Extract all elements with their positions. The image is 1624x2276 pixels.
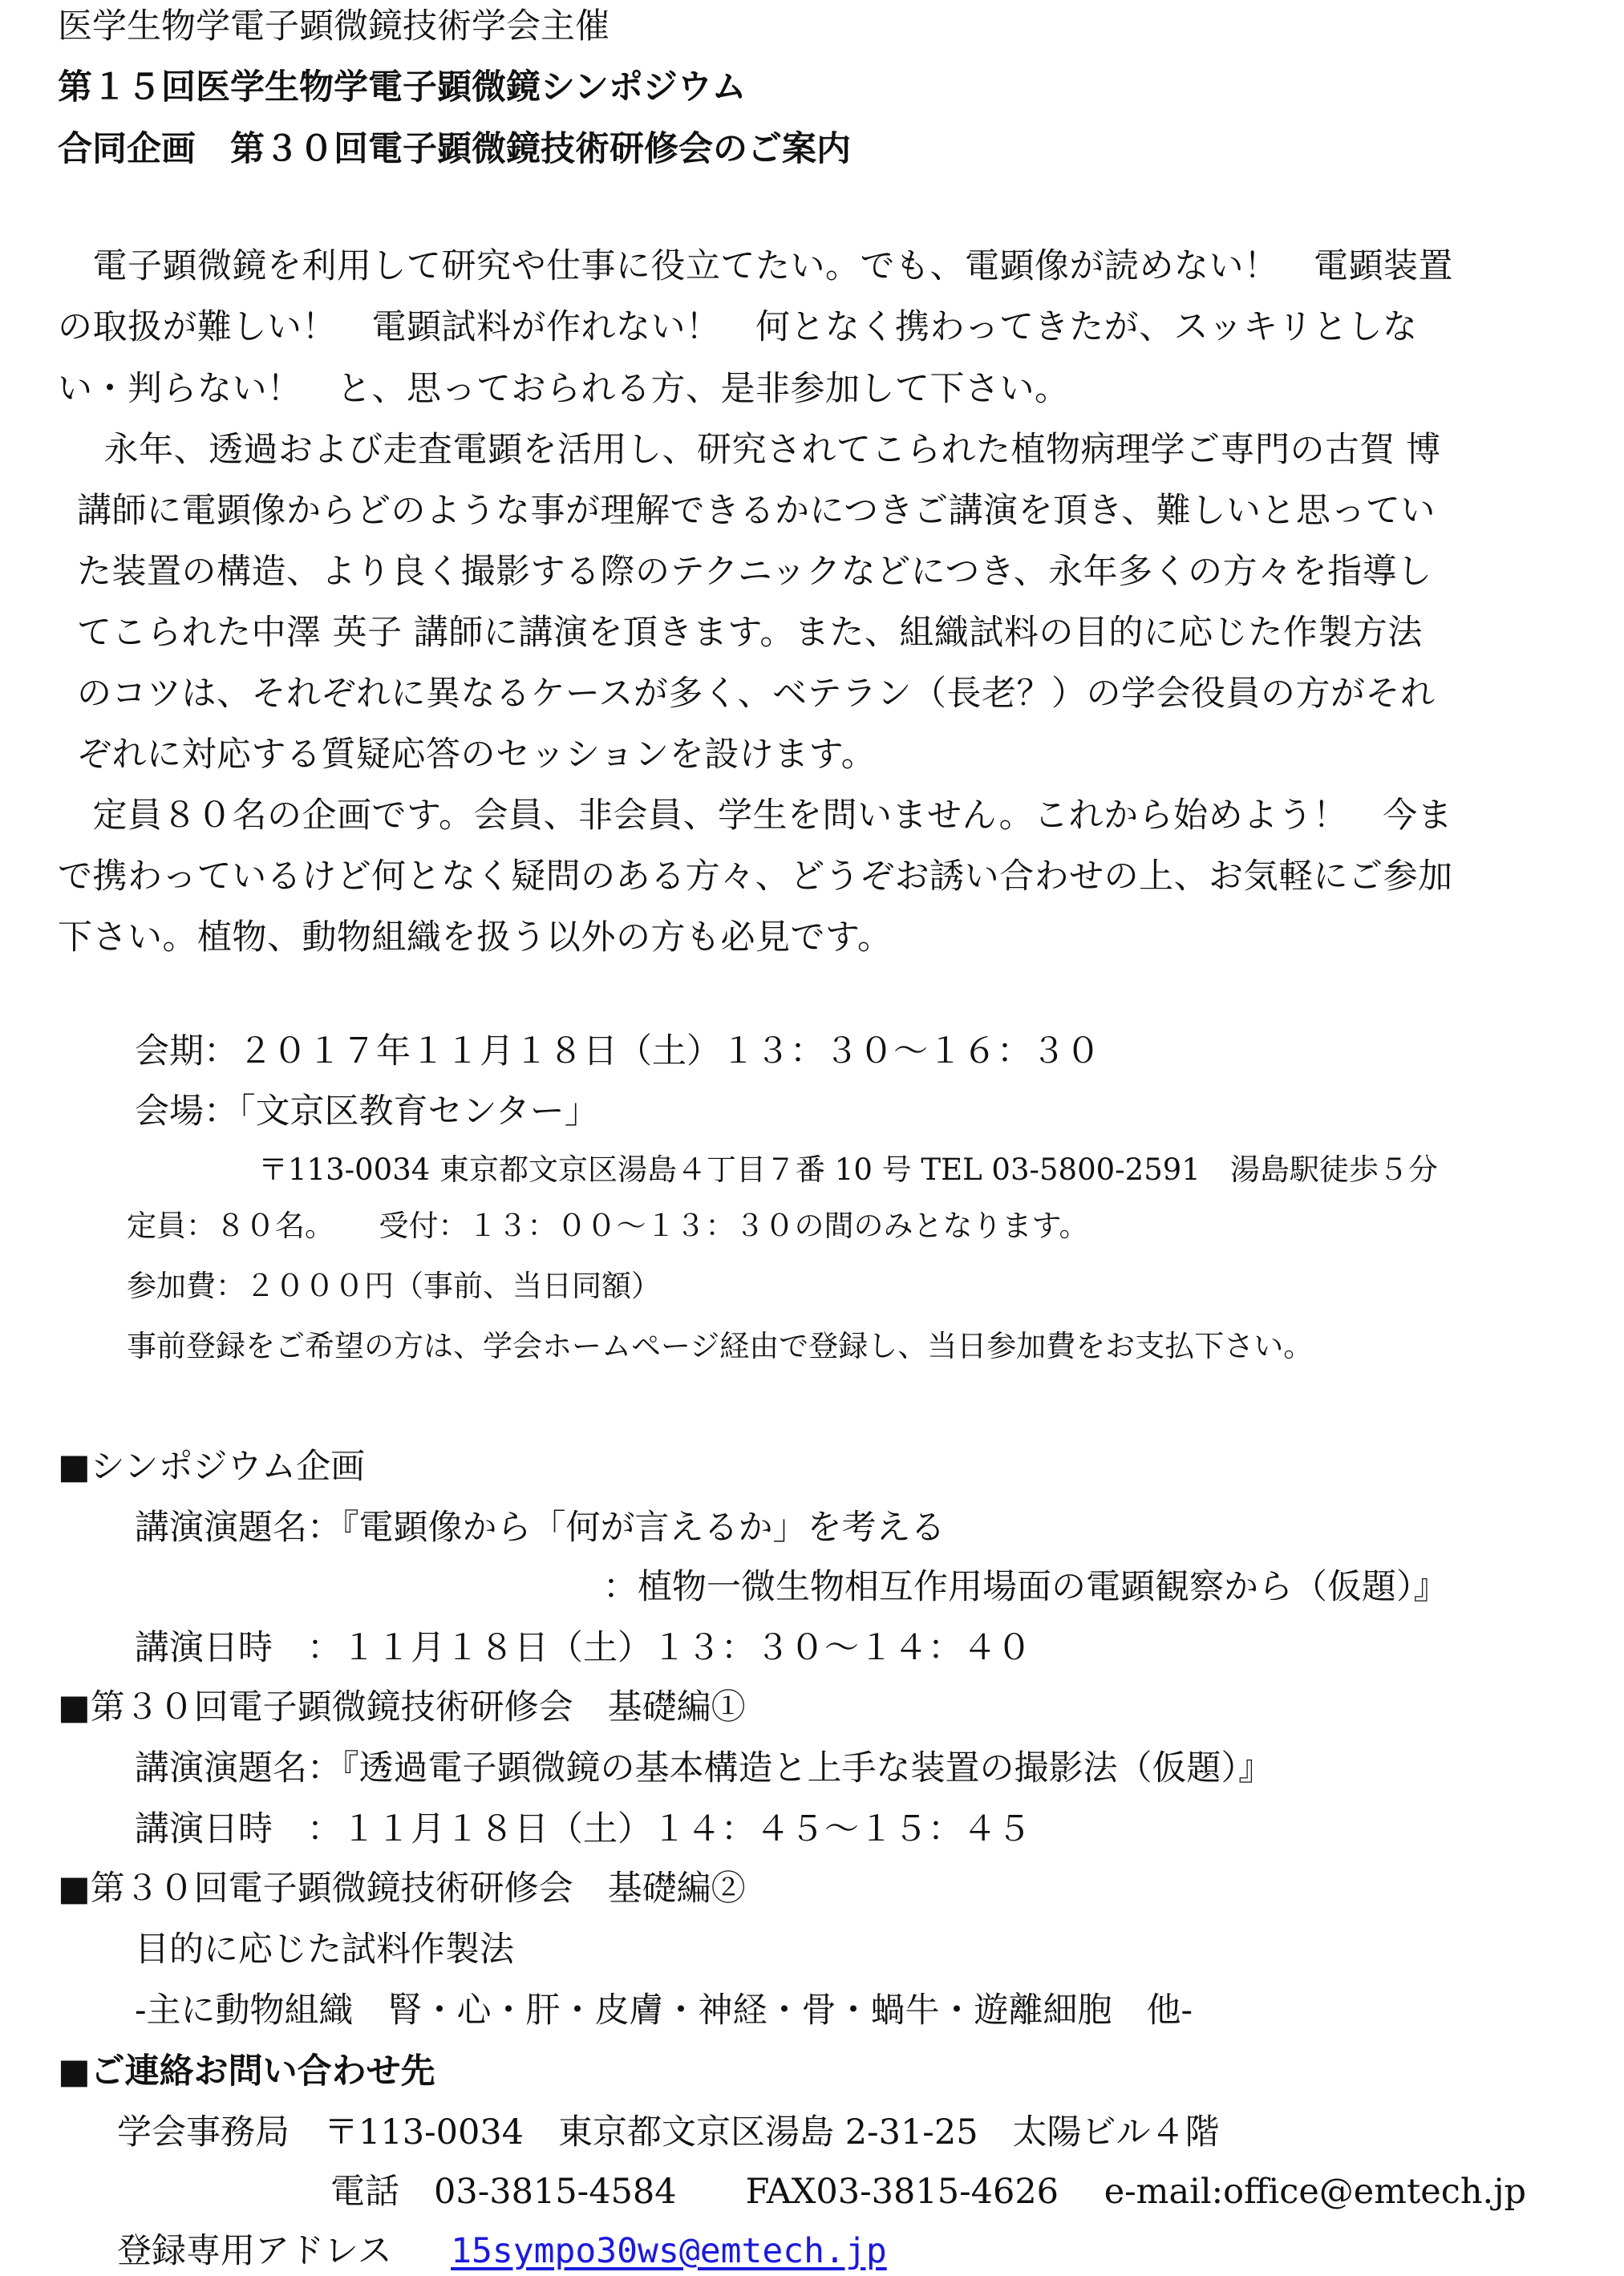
contact-heading: ■ご連絡お問い合わせ先 [58,2051,435,2092]
workshop2-title: 目的に応じた試料作製法 [135,1930,514,1970]
intro-p1-line3: い・判らない！ と、思っておられる方、是非参加して下さい。 [58,369,1070,409]
page-subtitle: 合同企画 第３０回電子顕微鏡技術研修会のご案内 [58,129,851,169]
symposium-time: 講演日時 ：１１月１８日（土）１３：３０～１４：４０ [135,1628,1031,1668]
symposium-title-line2: ：植物一微生物相互作用場面の電顕観察から（仮題）』 [603,1567,1448,1607]
intro-p3-line1: 定員８０名の企画です。会員、非会員、学生を問いません。これから始めよう！ 今ま [58,796,1453,836]
workshop2-subtitle: -主に動物組織 腎・心・肝・皮膚・神経・骨・蝸牛・遊離細胞 他- [135,1990,1193,2031]
capacity-reception: 定員：８０名。 受付：１３：００～１３：３０の間のみとなります。 [127,1209,1089,1243]
intro-p2-line3: た装置の構造、より良く撮影する際のテクニックなどにつき、永年多くの方々を指導し [77,552,1432,592]
intro-p2-line4: てこられた中澤 英子 講師に講演を頂きます。また、組織試料の目的に応じた作製方法 [77,613,1423,653]
registration-email-link[interactable]: 15sympo30ws@emtech.jp [451,2231,887,2271]
workshop2-heading: ■第３０回電子顕微鏡技術研修会 基礎編② [58,1869,746,1909]
intro-p3-line2: で携わっているけど何となく疑問のある方々、どうぞお誘い合わせの上、お気軽にご参加 [58,857,1453,897]
intro-p1-line2: の取扱が難しい！ 電顕試料が作れない！ 何となく携わってきたが、スッキリとしな [58,307,1418,347]
intro-p2-line6: ぞれに対応する質疑応答のセッションを設けます。 [77,735,877,775]
registration-address-row [117,2231,887,2271]
organizer-line: 医学生物学電子顕微鏡技術学会主催 [58,6,610,47]
symposium-title-line1: 講演演題名：『電顕像から「何が言えるか」を考える [135,1508,946,1548]
workshop1-heading: ■第３０回電子顕微鏡技術研修会 基礎編① [58,1687,746,1727]
workshop1-time: 講演日時 ：１１月１８日（土）１４：４５～１５：４５ [135,1809,1031,1849]
event-venue: 会場：「文京区教育センター」 [135,1091,599,1132]
intro-p3-line3: 下さい。植物、動物組織を扱う以外の方も必見です。 [58,917,893,958]
workshop1-title: 講演演題名：『透過電子顕微鏡の基本構造と上手な装置の撮影法（仮題）』 [135,1748,1273,1788]
intro-p2-line5: のコツは、それぞれに異なるケースが多く、ベテラン（長老？）の学会役員の方がそれ [77,674,1436,714]
venue-address: 〒113-0034 東京都文京区湯島４丁目７番 10 号 TEL 03-5800-2591 湯島駅徒歩５分 [258,1152,1438,1187]
contact-phone-email: 電話 03-3815-4584 FAX03-3815-4626 e-mail:office@emtech.jp [330,2172,1527,2212]
registration-note: 事前登録をご希望の方は、学会ホームページ経由で登録し、当日参加費をお支払下さい。 [127,1329,1314,1363]
intro-p2-line1: 永年、透過および走査電顕を活用し、研究されてこられた植物病理学ご専門の古賀 博 [69,430,1441,470]
symposium-heading: ■シンポジウム企画 [58,1447,366,1487]
office-address: 学会事務局 〒113-0034 東京都文京区湯島 2-31-25 太陽ビル４階 [117,2112,1220,2152]
intro-p2-line2: 講師に電顕像からどのような事が理解できるかにつきご講演を頂き、難しいと思ってい [77,491,1436,531]
participation-fee: 参加費：２０００円（事前、当日同額） [127,1269,661,1303]
intro-p1-line1: 電子顕微鏡を利用して研究や仕事に役立てたい。でも、電顕像が読めない！ 電顕装置 [58,246,1453,286]
registration-address-label: 登録専用アドレス [117,2231,392,2271]
page-title: 第１５回医学生物学電子顕微鏡シンポジウム [58,67,747,107]
event-date: 会期：２０１７年１１月１８日（土）１３：３０～１６：３０ [135,1031,1100,1071]
